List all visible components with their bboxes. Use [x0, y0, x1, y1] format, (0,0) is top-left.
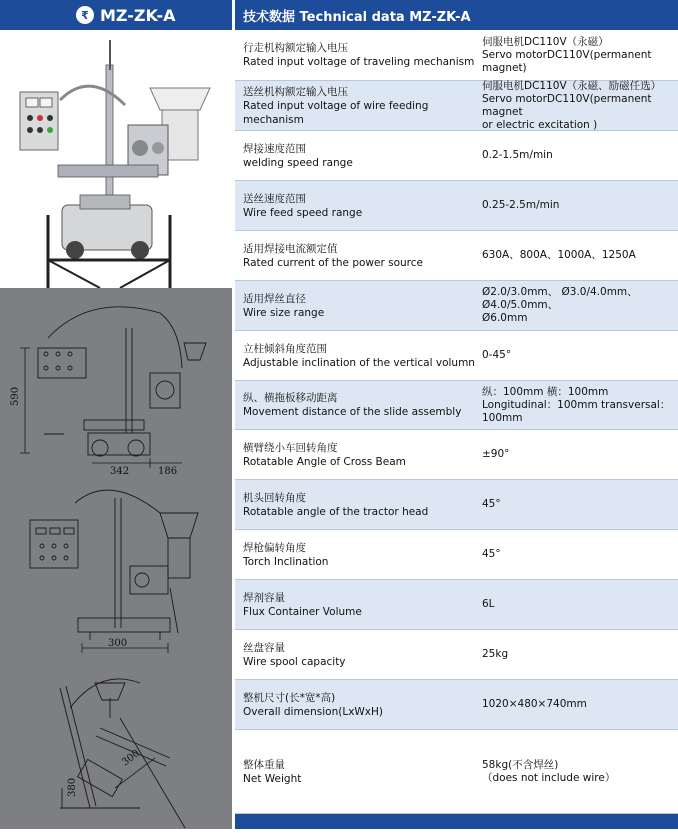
- spec-label-en: Movement distance of the slide assembly: [243, 406, 462, 418]
- spec-label-en: Overall dimension(LxWxH): [243, 705, 384, 718]
- width-c-dimension: 300: [108, 638, 128, 649]
- spec-value: Ø2.0/3.0mm、 Ø3.0/4.0mm、 Ø4.0/5.0mm、 Ø6.0mm: [482, 286, 638, 324]
- spec-label-en: Wire feed speed range: [243, 206, 363, 219]
- spec-label-en: Adjustable inclination of the vertical volumn: [243, 356, 475, 369]
- spec-value: 58kg(不含焊丝) （does not include wire）: [482, 758, 616, 784]
- product-photo: [0, 30, 232, 288]
- spec-row: [235, 281, 678, 331]
- spec-label: [235, 491, 478, 519]
- spec-label: [235, 691, 478, 719]
- front-view-drawing: [30, 490, 198, 640]
- spec-label-zh: 机头回转角度: [243, 491, 306, 504]
- spec-row: [235, 630, 678, 680]
- spec-label: [235, 85, 478, 127]
- spec-row: [235, 231, 678, 281]
- spec-row: [235, 181, 678, 231]
- inclined-view-drawing: [60, 679, 185, 828]
- spec-row: [235, 530, 678, 580]
- spec-label-zh: 焊接速度范围: [243, 142, 306, 155]
- spec-value: 25kg: [482, 648, 509, 660]
- spec-value: 伺服电机DC110V（永磁） Servo motorDC110V(permanent magnet): [482, 35, 652, 74]
- spec-label-zh: 整机尺寸(长*宽*高): [243, 691, 336, 704]
- model-title: MZ-ZK-A: [100, 5, 176, 25]
- spec-label-zh: 焊枪偏转角度: [243, 541, 306, 554]
- spec-value: 伺服电机DC110V（永磁、励磁任选） Servo motorDC110V(permanent magnet or electric excitation ): [482, 79, 662, 131]
- spec-row: [235, 680, 678, 730]
- spec-row: [235, 580, 678, 630]
- spec-label-zh: 焊剂容量: [243, 591, 285, 604]
- spec-label-en: Rotatable angle of the tractor head: [243, 505, 429, 518]
- width-a-dimension: 342: [110, 466, 130, 477]
- spec-value: 45°: [482, 548, 501, 560]
- spec-label: [235, 541, 478, 569]
- spec-label: [235, 641, 478, 669]
- spec-label-zh: 适用焊接电流额定值: [243, 242, 338, 255]
- spec-label-zh: 立柱倾斜角度范围: [243, 342, 327, 355]
- side-view-dimensions: [10, 348, 182, 477]
- spec-label-zh: 行走机构额定输入电压: [243, 42, 348, 54]
- spec-label-zh: 横臂绕小车回转角度: [243, 441, 338, 454]
- spec-label: [235, 41, 478, 69]
- spec-label-zh: 送丝机构额定输入电压: [243, 85, 348, 98]
- spec-label-en: Net Weight: [243, 772, 302, 785]
- left-panel: [0, 0, 232, 829]
- spec-value: 0.25-2.5m/min: [482, 199, 560, 211]
- spec-row: [235, 131, 678, 181]
- spec-row: [235, 81, 678, 131]
- slanted-dimension: 300: [120, 747, 142, 769]
- spec-row: [235, 30, 678, 81]
- spec-value: 1020×480×740mm: [482, 698, 587, 710]
- spec-label-zh: 纵、横拖板移动距离: [243, 392, 338, 404]
- spec-label-zh: 整体重量: [243, 758, 285, 771]
- spec-value: 6L: [482, 598, 495, 610]
- width-b-dimension: 186: [158, 466, 178, 477]
- spec-label-en: Torch Inclination: [243, 555, 329, 568]
- spec-row: [235, 730, 678, 814]
- base-dimension: 380: [67, 777, 78, 797]
- technical-drawings: [0, 288, 232, 829]
- side-view-drawing: [38, 307, 206, 456]
- spec-label: [235, 391, 478, 419]
- right-panel: [235, 0, 678, 829]
- spec-label-en: Wire size range: [243, 306, 325, 319]
- spec-label-zh: 送丝速度范围: [243, 192, 306, 205]
- spec-label: [235, 192, 478, 220]
- spec-value: 45°: [482, 498, 501, 510]
- spec-label-en: welding speed range: [243, 156, 353, 169]
- spec-row: [235, 331, 678, 381]
- spec-label: [235, 758, 478, 786]
- spec-label: [235, 242, 478, 270]
- spec-value: 0.2-1.5m/min: [482, 149, 553, 161]
- welding-tractor-illustration: [0, 30, 232, 288]
- spec-label: [235, 441, 478, 469]
- spec-row: [235, 430, 678, 480]
- spec-label-zh: 适用焊丝直径: [243, 292, 306, 305]
- spec-label: [235, 591, 478, 619]
- spec-label-en: Rotatable Angle of Cross Beam: [243, 455, 406, 468]
- spec-label-en: Rated current of the power source: [243, 256, 423, 269]
- spec-value: 纵：100mm 横：100mm Longitudinal：100mm transversal：100mm: [482, 385, 671, 424]
- spec-label: [235, 142, 478, 170]
- spec-label-en: Rated input voltage of traveling mechanism: [243, 56, 475, 68]
- technical-data-header: 技术数据 Technical data MZ-ZK-A: [235, 0, 678, 30]
- spec-label-en: Flux Container Volume: [243, 605, 362, 618]
- spec-label: [235, 292, 478, 320]
- spec-row: [235, 381, 678, 430]
- spec-value: ±90°: [482, 448, 510, 460]
- left-header: [0, 0, 232, 30]
- spec-label-zh: 丝盘容量: [243, 641, 285, 654]
- spec-value: 0-45°: [482, 349, 512, 361]
- spec-label: [235, 342, 478, 370]
- front-view-dimensions: [82, 638, 168, 653]
- spec-row: [235, 480, 678, 530]
- spec-label-en: Rated input voltage of wire feeding mechanism: [243, 99, 429, 126]
- spec-value: 630A、800A、1000A、1250A: [482, 249, 636, 261]
- bottom-strip: [235, 814, 678, 829]
- dimension-drawing-svg: [0, 288, 232, 829]
- height-dimension: 590: [10, 386, 21, 406]
- brand-logo-icon: ₹: [76, 6, 94, 24]
- spec-label-en: Wire spool capacity: [243, 655, 346, 668]
